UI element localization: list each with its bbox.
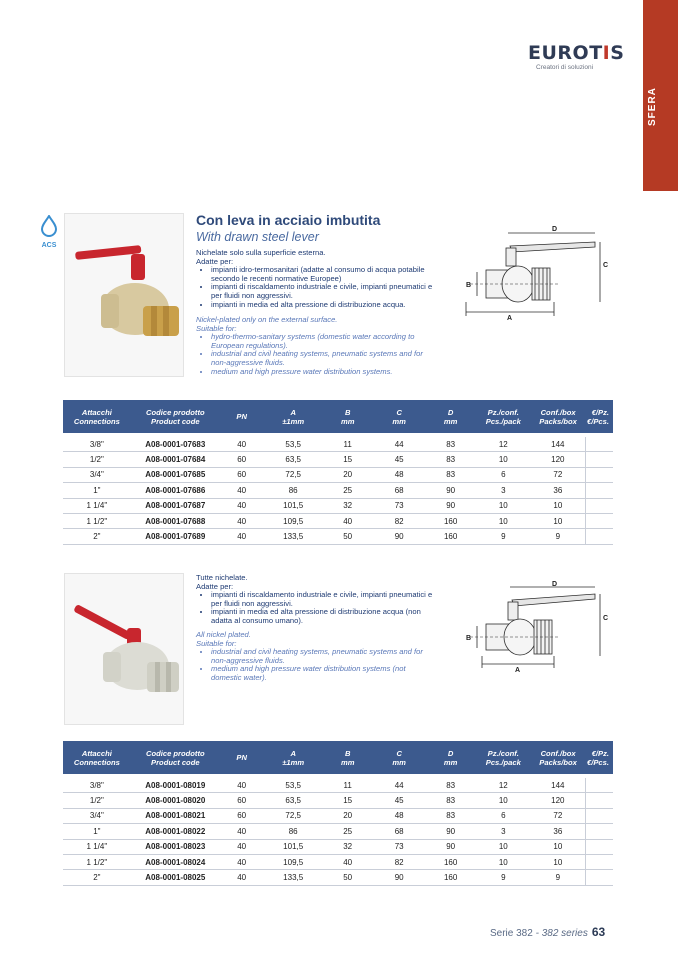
table-cell: 40 [220, 529, 264, 544]
table-cell: A08-0001-08025 [131, 870, 220, 885]
ball-valve-image [65, 574, 183, 724]
table-cell: 9 [531, 870, 585, 885]
table-cell: 10 [475, 498, 531, 513]
table-cell: 10 [475, 452, 531, 467]
table-cell: 45 [372, 793, 425, 808]
table-cell: 160 [426, 870, 476, 885]
table-cell: 1/2" [63, 793, 131, 808]
table-cell: 90 [426, 498, 476, 513]
table-cell: 72,5 [263, 808, 322, 823]
table-cell: 101,5 [263, 498, 322, 513]
table-cell: 144 [531, 437, 585, 452]
table-cell: 40 [220, 778, 264, 793]
table-cell: 3/4" [63, 808, 131, 823]
table-cell: 83 [426, 778, 476, 793]
list-item: • hydro-thermo-sanitary systems (domestic water according to European regulations). [211, 333, 436, 350]
table-cell: 32 [323, 839, 373, 854]
acs-badge [36, 215, 62, 249]
table-cell: 1 1/2" [63, 854, 131, 869]
table-cell: 1 1/2" [63, 513, 131, 528]
table-cell: 3/4" [63, 467, 131, 482]
description-en-1 [196, 316, 436, 376]
table-cell: 3/8" [63, 778, 131, 793]
table-cell: 40 [220, 870, 264, 885]
col-product-code: Codice prodotto Product code [131, 400, 220, 433]
table-cell: 83 [426, 467, 476, 482]
desc-intro: Nickel-plated only on the external surface. [196, 315, 338, 324]
dim-label-c: C [603, 262, 609, 269]
description-en-2 [196, 631, 436, 683]
table-cell [585, 839, 613, 854]
table-cell: 1" [63, 824, 131, 839]
table-cell: 40 [220, 824, 264, 839]
table-cell: 90 [426, 483, 476, 498]
table-cell: A08-0001-08024 [131, 854, 220, 869]
table-cell: 1" [63, 483, 131, 498]
table-cell: 9 [475, 870, 531, 885]
table-cell [585, 467, 613, 482]
list-item: • medium and high pressure water distribution systems. [211, 368, 436, 377]
list-item: • industrial and civil heating systems, pneumatic systems and for non-aggressive fluids. [211, 648, 436, 665]
col-d: D mm [426, 400, 476, 433]
table-cell: A08-0001-07683 [131, 437, 220, 452]
table-cell [585, 870, 613, 885]
table-cell: 3 [475, 824, 531, 839]
col-a: A ±1mm [263, 400, 322, 433]
table-row [63, 824, 613, 839]
desc-intro: Nichelate solo sulla superficie esterna. [196, 248, 326, 257]
col-price: €/Pz. €/Pcs. [585, 741, 613, 774]
table-cell: 15 [323, 452, 373, 467]
table-cell: 1 1/4" [63, 839, 131, 854]
col-pcs-pack: Pz./conf. Pcs./pack [475, 741, 531, 774]
table-cell: 48 [372, 808, 425, 823]
table-cell: 10 [531, 513, 585, 528]
table-cell [585, 793, 613, 808]
table-cell: 36 [531, 824, 585, 839]
list-item: • medium and high pressure water distribution systems (not domestic water). [211, 665, 436, 682]
col-pn: PN [220, 741, 264, 774]
table-cell [585, 513, 613, 528]
table-cell: 73 [372, 498, 425, 513]
table-row [63, 870, 613, 885]
table-cell: 20 [323, 808, 373, 823]
page-number: 63 [591, 925, 606, 939]
table-row [63, 808, 613, 823]
col-c: C mm [372, 741, 425, 774]
table-cell: A08-0001-07685 [131, 467, 220, 482]
table-cell: 11 [323, 437, 373, 452]
table-cell: 120 [531, 793, 585, 808]
spec-table-1 [63, 400, 613, 545]
table-cell: 40 [220, 513, 264, 528]
table-cell: 40 [220, 854, 264, 869]
table-cell: 73 [372, 839, 425, 854]
table-cell: 2" [63, 870, 131, 885]
table-cell: 11 [323, 778, 373, 793]
table-cell: 9 [475, 529, 531, 544]
table-cell: 60 [220, 452, 264, 467]
col-price: €/Pz. €/Pcs. [585, 400, 613, 433]
table-row [63, 498, 613, 513]
table-cell [585, 483, 613, 498]
table-cell: 40 [220, 839, 264, 854]
col-packs-box: Conf./box Packs/box [531, 400, 585, 433]
table-cell: 82 [372, 854, 425, 869]
table-cell: 10 [531, 839, 585, 854]
table-cell: 10 [475, 513, 531, 528]
technical-drawing-1 [460, 222, 615, 332]
series-en: 382 series [541, 928, 588, 939]
desc-suitable: Adatte per: [196, 581, 234, 591]
list-item: • impianti in media ed alta pressione di distribuzione acqua. [211, 301, 436, 310]
acs-label: ACS [41, 242, 57, 249]
table-cell: 40 [220, 498, 264, 513]
list-item: • impianti idro-termosanitari (adatte al consumo di acqua potabile secondo le recenti normative Europee) [211, 266, 436, 283]
table-cell: 6 [475, 808, 531, 823]
desc-suitable: Adatte per: [196, 256, 234, 266]
table-cell: 90 [426, 824, 476, 839]
side-tab [643, 0, 678, 191]
table-cell: 20 [323, 467, 373, 482]
col-b: B mm [323, 400, 373, 433]
technical-drawing-2 [460, 578, 615, 684]
table-cell: 50 [323, 870, 373, 885]
table-cell: 160 [426, 854, 476, 869]
col-c: C mm [372, 400, 425, 433]
table-cell: 10 [531, 498, 585, 513]
table-cell: 15 [323, 793, 373, 808]
desc-suitable: Suitable for: [196, 323, 237, 333]
table-cell: 36 [531, 483, 585, 498]
table-cell: 2" [63, 529, 131, 544]
table-row [63, 513, 613, 528]
table-cell: A08-0001-07686 [131, 483, 220, 498]
table-cell: 40 [323, 513, 373, 528]
table-cell: 160 [426, 513, 476, 528]
table-cell: 10 [531, 854, 585, 869]
product-photo-1 [64, 213, 184, 377]
table-cell: A08-0001-08021 [131, 808, 220, 823]
ball-valve-image [65, 214, 183, 376]
table-cell: A08-0001-08022 [131, 824, 220, 839]
dim-label-c: C [603, 615, 609, 622]
table-cell: 10 [475, 839, 531, 854]
table-cell: A08-0001-08019 [131, 778, 220, 793]
series-separator: - [532, 928, 542, 939]
table-cell: 83 [426, 452, 476, 467]
product-title: Con leva in acciaio imbutita [196, 212, 381, 228]
dim-label-a: A [507, 315, 513, 322]
table-cell: 109,5 [263, 513, 322, 528]
water-drop-icon [40, 215, 58, 237]
table-cell: 10 [475, 854, 531, 869]
table-cell: 40 [220, 483, 264, 498]
col-a: A ±1mm [263, 741, 322, 774]
table-cell: 50 [323, 529, 373, 544]
table-cell: 68 [372, 483, 425, 498]
table-cell: 68 [372, 824, 425, 839]
page-footer [490, 925, 605, 939]
table-cell: 133,5 [263, 870, 322, 885]
table-cell: 3 [475, 483, 531, 498]
table-cell: 53,5 [263, 437, 322, 452]
col-connections: Attacchi Connections [63, 400, 131, 433]
table-cell: 120 [531, 452, 585, 467]
table-cell: 60 [220, 793, 264, 808]
table-cell: A08-0001-07687 [131, 498, 220, 513]
table-cell: 45 [372, 452, 425, 467]
table-cell [585, 854, 613, 869]
col-packs-box: Conf./box Packs/box [531, 741, 585, 774]
dim-label-b: B [466, 282, 472, 289]
table-cell: 144 [531, 778, 585, 793]
table-cell: 90 [372, 870, 425, 885]
brand-tagline: Creatori di soluzioni [536, 64, 594, 71]
desc-intro: Tutte nichelate. [196, 573, 248, 582]
table-cell [585, 529, 613, 544]
list-item: • impianti in media ed alta pressione di distribuzione acqua (non adatta al consumo umano). [211, 608, 436, 625]
brand-logo: EUROTIS [528, 42, 625, 64]
table-cell: 32 [323, 498, 373, 513]
product-subtitle: With drawn steel lever [196, 230, 319, 244]
description-it-1 [196, 249, 436, 309]
table-cell: 86 [263, 824, 322, 839]
dim-label-a: A [515, 667, 521, 674]
series-it: Serie 382 [490, 928, 533, 939]
table-cell: A08-0001-07684 [131, 452, 220, 467]
table-cell [585, 824, 613, 839]
table-cell: 109,5 [263, 854, 322, 869]
col-b: B mm [323, 741, 373, 774]
col-pn: PN [220, 400, 264, 433]
list-item: • industrial and civil heating systems, pneumatic systems and for non-aggressive fluids. [211, 350, 436, 367]
table-cell [585, 808, 613, 823]
table-cell [585, 452, 613, 467]
table-cell: 72,5 [263, 467, 322, 482]
table-cell: 9 [531, 529, 585, 544]
table-row [63, 529, 613, 544]
table-cell: 90 [372, 529, 425, 544]
table-cell: 101,5 [263, 839, 322, 854]
table-cell: 25 [323, 483, 373, 498]
table-cell: 83 [426, 793, 476, 808]
table-cell: 82 [372, 513, 425, 528]
dim-label-d: D [552, 226, 558, 233]
col-product-code: Codice prodotto Product code [131, 741, 220, 774]
table-cell: 40 [323, 854, 373, 869]
table-cell: 53,5 [263, 778, 322, 793]
table-cell [585, 498, 613, 513]
table-row [63, 778, 613, 793]
table-cell: 63,5 [263, 452, 322, 467]
table-cell: 25 [323, 824, 373, 839]
table-cell: 44 [372, 437, 425, 452]
table-row [63, 437, 613, 452]
table-cell: 60 [220, 808, 264, 823]
table-cell: 72 [531, 808, 585, 823]
table-row [63, 793, 613, 808]
table-cell: 1/2" [63, 452, 131, 467]
table-row [63, 452, 613, 467]
desc-intro: All nickel plated. [196, 630, 251, 639]
product-photo-2 [64, 573, 184, 725]
description-it-2 [196, 574, 436, 626]
table-cell: 83 [426, 808, 476, 823]
table-header-row [63, 741, 613, 774]
table-cell: A08-0001-08020 [131, 793, 220, 808]
table-cell: 12 [475, 437, 531, 452]
table-cell: 1 1/4" [63, 498, 131, 513]
side-tab-label: SFERA [647, 87, 658, 126]
table-cell: 90 [426, 839, 476, 854]
table-cell: 12 [475, 778, 531, 793]
table-cell: 40 [220, 437, 264, 452]
table-cell: A08-0001-07688 [131, 513, 220, 528]
table-cell: 72 [531, 467, 585, 482]
table-cell: 160 [426, 529, 476, 544]
table-row [63, 483, 613, 498]
table-header-row [63, 400, 613, 433]
table-cell: A08-0001-07689 [131, 529, 220, 544]
table-cell: 60 [220, 467, 264, 482]
table-cell: 44 [372, 778, 425, 793]
col-connections: Attacchi Connections [63, 741, 131, 774]
table-cell: 133,5 [263, 529, 322, 544]
table-cell: 10 [475, 793, 531, 808]
dim-label-b: B [466, 635, 472, 642]
list-item: • impianti di riscaldamento industriale e civile, impianti pneumatici e per fluidi non aggressivi. [211, 591, 436, 608]
table-cell [585, 437, 613, 452]
table-cell: 48 [372, 467, 425, 482]
dim-label-d: D [552, 581, 558, 588]
table-cell: 6 [475, 467, 531, 482]
spec-table-2 [63, 741, 613, 886]
table-cell: 63,5 [263, 793, 322, 808]
table-cell: 3/8" [63, 437, 131, 452]
table-row [63, 839, 613, 854]
list-item: • impianti di riscaldamento industriale e civile, impianti pneumatici e per fluidi non aggressivi. [211, 283, 436, 300]
table-cell: 86 [263, 483, 322, 498]
table-row [63, 467, 613, 482]
table-cell [585, 778, 613, 793]
table-cell: A08-0001-08023 [131, 839, 220, 854]
table-cell: 83 [426, 437, 476, 452]
desc-suitable: Suitable for: [196, 638, 237, 648]
col-d: D mm [426, 741, 476, 774]
col-pcs-pack: Pz./conf. Pcs./pack [475, 400, 531, 433]
table-row [63, 854, 613, 869]
